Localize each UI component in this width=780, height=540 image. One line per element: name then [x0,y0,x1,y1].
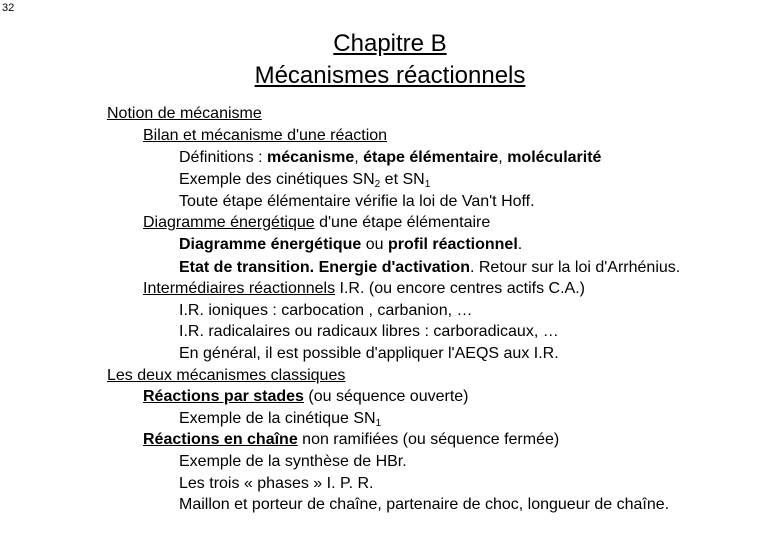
outline-item-hbr: Exemple de la synthèse de HBr. [179,453,407,470]
page-number: 32 [2,2,15,14]
outline-item-definitions [179,148,601,168]
term-reactions-chaine: Réactions en chaîne [143,431,298,448]
exemple-sn1-text: Exemple de la cinétique SN [179,410,376,427]
conjunction-ou: ou [361,236,388,253]
outline-item-diagramme-profil [179,235,522,255]
outline-item-deux-mecanismes: Les deux mécanismes classiques [107,367,346,384]
outline-item-van-t-hoff: Toute étape élémentaire vérifie la loi de Van't Hoff. [179,193,535,210]
outline-item-reactions-chaine [143,430,559,450]
outline-item-etat-transition [179,258,680,278]
definitions-prefix: Définitions : [179,149,268,166]
outline-item-ir-radicalaires: I.R. radicalaires ou radicaux libres : carboradicaux, … [179,323,559,340]
diagramme-heading-rest: d'une étape élémentaire [314,214,491,231]
outline-item-trois-phases: Les trois « phases » I. P. R. [179,475,374,492]
outline-item-bilan: Bilan et mécanisme d'une réaction [143,127,388,144]
subscript-2: 2 [374,179,381,190]
exemple-cinetiques-text: Exemple des cinétiques SN [179,171,375,188]
term-profil-reactionnel: profil réactionnel [387,236,518,253]
outline-item-exemple-cinetiques [179,170,430,190]
intermediaires-rest: I.R. (ou encore centres actifs C.A.) [335,280,585,297]
diagramme-heading: Diagramme énergétique [143,214,315,231]
period: . [517,236,523,253]
etat-rest: . Retour sur la loi d'Arrhénius. [469,259,681,276]
outline-item-diagramme [143,213,490,233]
outline-item-notion: Notion de mécanisme [107,105,262,122]
term-mecanisme: mécanisme [267,149,355,166]
chapter-title: Chapitre B [333,30,447,57]
outline-item-intermediaires [143,279,585,299]
chapter-subtitle: Mécanismes réactionnels [254,62,526,89]
term-diagramme-energetique: Diagramme énergétique [179,236,362,253]
chaine-rest: non ramifiées (ou séquence fermée) [297,431,560,448]
outline-item-exemple-sn1 [179,409,381,429]
outline-item-maillon: Maillon et porteur de chaîne, partenaire de choc, longueur de chaîne. [179,496,670,513]
subscript-1: 1 [424,179,431,190]
intermediaires-heading: Intermédiaires réactionnels [143,280,336,297]
subscript-1: 1 [375,418,382,429]
outline-item-reactions-stades [143,387,469,407]
outline-item-aeqs: En général, il est possible d'appliquer l'AEQS aux I.R. [179,345,559,362]
separator: , [498,149,508,166]
term-reactions-stades: Réactions par stades [143,388,304,405]
stades-rest: (ou séquence ouverte) [303,388,469,405]
term-etape-elementaire: étape élémentaire [363,149,499,166]
term-etat-transition: Etat de transition. Energie d'activation [179,259,470,276]
outline-item-ir-ioniques: I.R. ioniques : carbocation , carbanion, … [179,302,473,319]
term-molecularite: molécularité [507,149,602,166]
exemple-cinetiques-mid: et SN [380,171,425,188]
separator: , [354,149,364,166]
